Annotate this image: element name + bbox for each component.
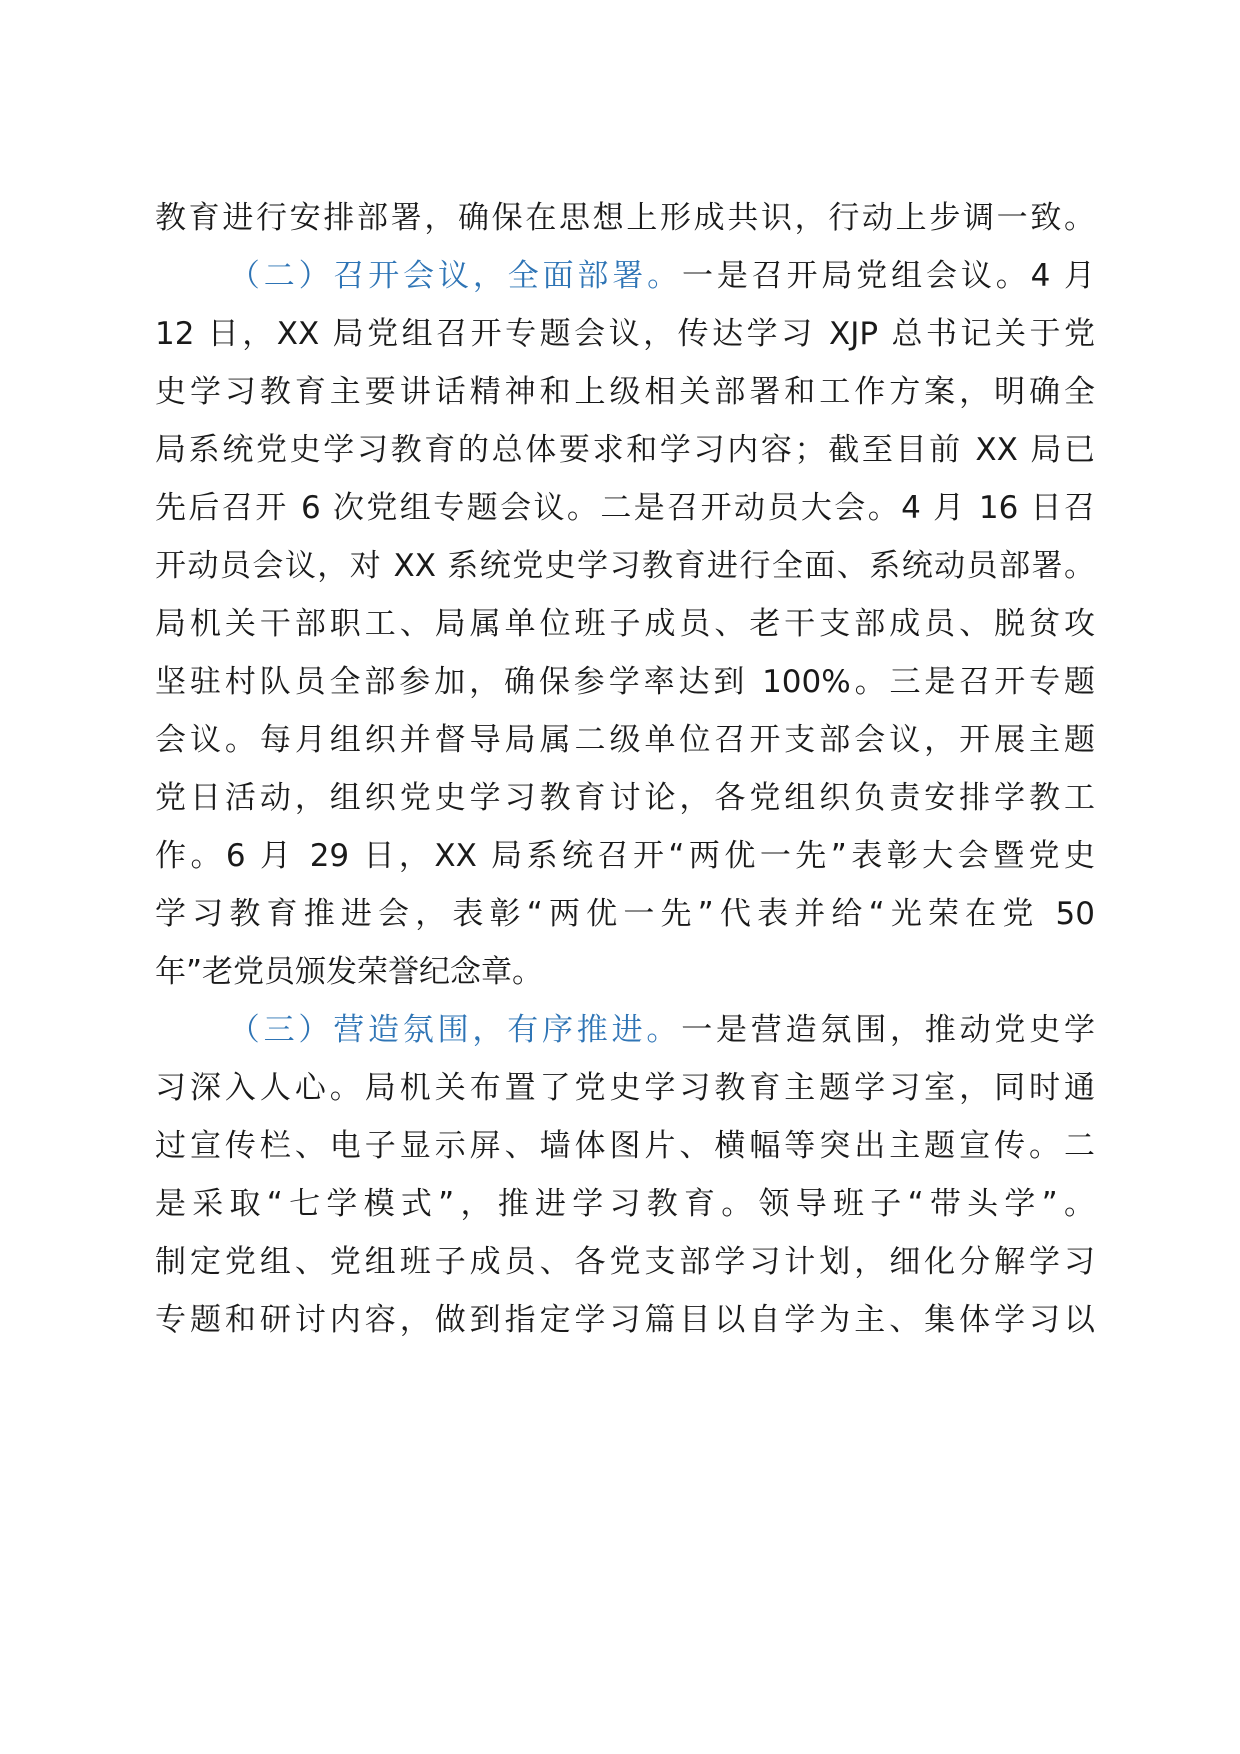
paragraph-line: （二）召开会议，全面部署。一是召开局党组会议。4 月 (225, 258, 1096, 294)
paragraph-line: 专题和研讨内容，做到指定学习篇目以自学为主、集体学习以 (155, 1302, 1095, 1338)
paragraph-line: 习深入人心。局机关布置了党史学习教育主题学习室，同时通 (155, 1070, 1095, 1106)
paragraph-line: 党日活动，组织党史学习教育讨论，各党组织负责安排学教工 (155, 780, 1095, 816)
paragraph-line: 过宣传栏、电子显示屏、墙体图片、横幅等突出主题宣传。二 (155, 1128, 1095, 1164)
paragraph-line: 局机关干部职工、局属单位班子成员、老干支部成员、脱贫攻 (155, 606, 1095, 642)
section-heading-three: （三）营造氛围，有序推进。 (225, 1012, 682, 1048)
paragraph-line: 制定党组、党组班子成员、各党支部学习计划，细化分解学习 (155, 1244, 1095, 1280)
paragraph-line: 坚驻村队员全部参加，确保参学率达到 100%。三是召开专题 (155, 664, 1095, 700)
paragraph-line: 是采取“七学模式”，推进学习教育。领导班子“带头学”。 (155, 1186, 1095, 1222)
paragraph-line: 会议。每月组织并督导局属二级单位召开支部会议，开展主题 (155, 722, 1095, 758)
paragraph-line: 局系统党史学习教育的总体要求和学习内容；截至目前 XX 局已 (155, 432, 1095, 468)
paragraph-line: 作。6 月 29 日，XX 局系统召开“两优一先”表彰大会暨党史 (155, 838, 1095, 874)
paragraph-line: 学习教育推进会，表彰“两优一先”代表并给“光荣在党 50 (155, 896, 1095, 932)
paragraph-line: 12 日，XX 局党组召开专题会议，传达学习 XJP 总书记关于党 (155, 316, 1095, 352)
paragraph-line: 史学习教育主要讲话精神和上级相关部署和工作方案，明确全 (155, 374, 1095, 410)
paragraph-line: 年”老党员颁发荣誉纪念章。 (155, 954, 544, 990)
section-heading-two: （二）召开会议，全面部署。 (225, 258, 682, 294)
paragraph-line: 开动员会议，对 XX 系统党史学习教育进行全面、系统动员部署。 (155, 548, 1095, 584)
paragraph-line: 先后召开 6 次党组专题会议。二是召开动员大会。4 月 16 日召 (155, 490, 1095, 526)
paragraph-line: 教育进行安排部署，确保在思想上形成共识，行动上步调一致。 (155, 200, 1095, 236)
paragraph-line: （三）营造氛围，有序推进。一是营造氛围，推动党史学 (225, 1012, 1096, 1048)
